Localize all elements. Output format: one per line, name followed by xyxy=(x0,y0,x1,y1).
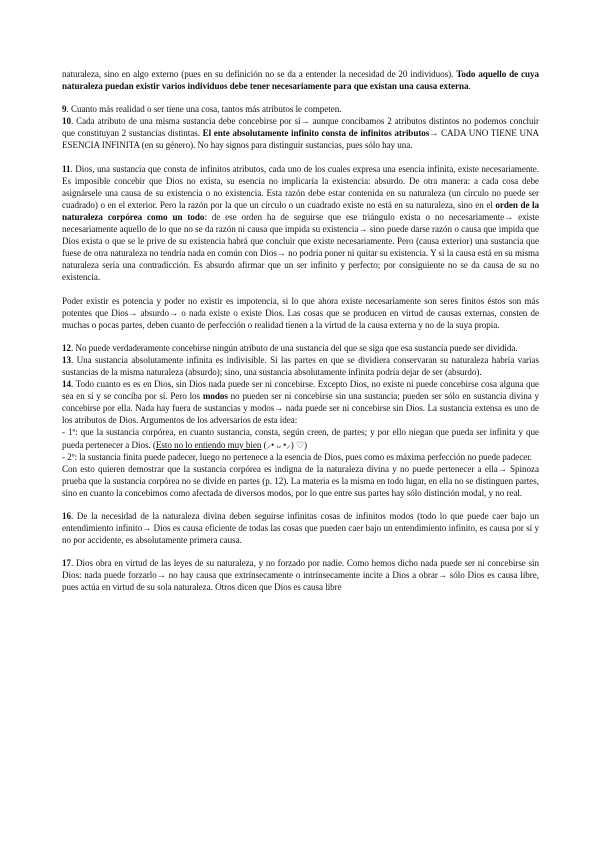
paragraph xyxy=(62,163,539,284)
bold-text: 13 xyxy=(62,354,71,365)
paragraph xyxy=(62,295,539,331)
paragraph-text: Poder existir es potencia y poder no existir es impotencia, si lo que ahora existe necesariamente son seres finitos éstos son más potentes que Dios→ absurdo→ o nada existe o existe Dios. Las cosas que se producen en virtud de causas externas, consten de muchas o pocas partes, deben cuanto de perfección o realidad tienen a la virtud de la causa externa y no de la suya propia. xyxy=(62,295,539,330)
bold-text: 17 xyxy=(62,558,71,569)
paragraph-text: . No puede verdaderamente concebirse ningún atributo de una sustancia del que se siga que esa sustancia puede ser dividida. xyxy=(71,342,518,353)
paragraph xyxy=(62,342,539,354)
paragraph xyxy=(62,378,539,426)
paragraph-text: - 2º: la sustancia finita puede padecer, luego no pertenece a la esencia de Dios, pues como es máxima perfección no puede padecer. xyxy=(62,451,532,462)
paragraph-text: . Dios, una sustancia que consta de infinitos atributos, cada uno de los cuales expresa una esencia infinita, existe necesariamente. Es imposible concebir que Dios no exista, su esencia no implicaría la existencia: absurdo. De otra manera: a cada cosa debe asignársele una causa de su existencia o no existencia. Esta razón debe estar contenida en su naturaleza (un círculo no puede ser cuadrado) o en el exterior. Pero la razón por la que un círculo o un cuadrado existe no está en su naturaleza, sino en el xyxy=(62,163,539,210)
paragraph-text: naturaleza, sino en algo externo (pues en su definición no se da a entender la necesidad de 20 individuos). xyxy=(62,69,457,79)
bold-text: El ente absolutamente infinito consta de infinitos atributos xyxy=(202,128,430,139)
underlined-text: Esto no lo entiendo muy bien xyxy=(155,439,262,450)
paragraph-text: → CADA UNO TIENE UNA ESENCIA INFINITA (en su género). No hay signos para distinguir sustancias, pues sólo hay una. xyxy=(62,128,539,151)
paragraph-text: - 1º: que la sustancia corpórea, en cuanto sustancia, consta, según creen, de partes; y por ello niegan que pueda ser infinita y que pueda pertenecer a Dios. ( xyxy=(62,427,539,450)
paragraph-text: no pueden ser ni concebirse sin una sustancia; pueden ser sólo en sustancia divina y concebirse por ella. Nada hay fuera de sustancias y modos→ nada puede ser ni concebirse sin Dios. La sustancia extensa es uno de los atributos de Dios. Argumentos de los adversarios de esta idea: xyxy=(62,391,539,426)
paragraph xyxy=(62,510,539,546)
paragraph-text: . Cuanto más realidad o ser tiene una cosa, tantos más atributos le competen. xyxy=(66,104,342,115)
paragraph-text: (⸝• ᴗ •⸝) ♡) xyxy=(261,439,308,450)
paragraph xyxy=(62,557,539,593)
paragraph xyxy=(62,426,539,450)
bold-text: 14 xyxy=(62,379,71,390)
paragraph-text: . xyxy=(468,81,471,92)
paragraph xyxy=(62,451,539,463)
bold-text: 10 xyxy=(62,116,71,127)
paragraph xyxy=(62,103,539,115)
paragraph xyxy=(62,68,539,92)
bold-text: orden de la naturaleza corpórea como un todo xyxy=(62,199,539,222)
paragraph-text: . Cada atributo de una misma sustancia debe concebirse por sí→ aunque concibamos 2 atributos distintos no podemos concluir que constituyan 2 sustancias distintas. xyxy=(62,116,539,139)
paragraph-text: : de ese orden ha de seguirse que ese triángulo exista o no necesariamente→ existe necesariamente aquello de lo que no se da razón ni causa que impida su existencia→ sino puede darse razón o causa que impida que Dios exista o que se le prive de su existencia habrá que concluir que existe necesariamente. Pero (causa exterior) una sustancia que fuese de otra naturaleza no tendría nada en común con Dios→ no podría poner ni quitar su existencia. Y si la causa está en su misma naturaleza sería una contradicción. Es absurdo afirmar que un ser infinito y perfecto; por consiguiente no se da causa de su no existencia. xyxy=(62,211,539,283)
bold-text: Todo aquello de cuya naturaleza puedan existir varios individuos debe tener necesariamente para que existan una causa externa xyxy=(62,69,540,92)
paragraph-text: . Una sustancia absolutamente infinita es indivisible. Si las partes en que se dividiera conservaran su naturaleza habría varias sustancias de la misma naturaleza (absurdo); sino, una sustancia absolutamente infinita podría dejar de ser (absurdo). xyxy=(62,354,539,377)
paragraph-text: . Dios obra en virtud de las leyes de su naturaleza, y no forzado por nadie. Como hemos dicho nada puede ser ni concebirse sin Dios: nada puede forzarlo→ no hay causa que extrínsecamente o intrínsecamente incite a Dios a obrar→ sólo Dios es causa libre, pues actúa en virtud de su sola naturaleza. Otros dicen que Dios es causa libre xyxy=(62,558,539,593)
paragraph xyxy=(62,463,539,499)
bold-text: 16 xyxy=(62,511,71,521)
bold-text: 12 xyxy=(62,342,71,353)
paragraph xyxy=(62,115,539,151)
bold-text: 9 xyxy=(62,104,67,115)
paragraph-text: . De la necesidad de la naturaleza divina deben seguirse infinitas cosas de infinitos modos (todo lo que puede caer bajo un entendimiento infinito→ Dios es causa eficiente de todas las cosas que pueden caer bajo un entendimiento infinito, es causa por sí y no por accidente, es absolutamente primera causa. xyxy=(62,511,539,546)
bold-text: 11 xyxy=(62,163,71,174)
bold-text: modos xyxy=(202,391,228,402)
paragraph-text: Con esto quieren demostrar que la sustancia corpórea es indigna de la naturaleza divina y no puede pertenecer a ella→ Spinoza prueba que la sustancia corpórea no se divide en partes (p. 12). La materia es la misma en todo lugar, en ella no se distinguen partes, sino en cuanto la concebimos como afectada de diversos modos, por lo que entre sus partes hay sólo distinción modal, y no real. xyxy=(62,463,539,498)
paragraph xyxy=(62,354,539,378)
paragraph-text: . Todo cuanto es es en Dios, sin Dios nada puede ser ni concebirse. Excepto Dios, no existe ni puede concebirse cosa alguna que sea en sí y se conciba por sí. Pero los xyxy=(62,379,539,402)
